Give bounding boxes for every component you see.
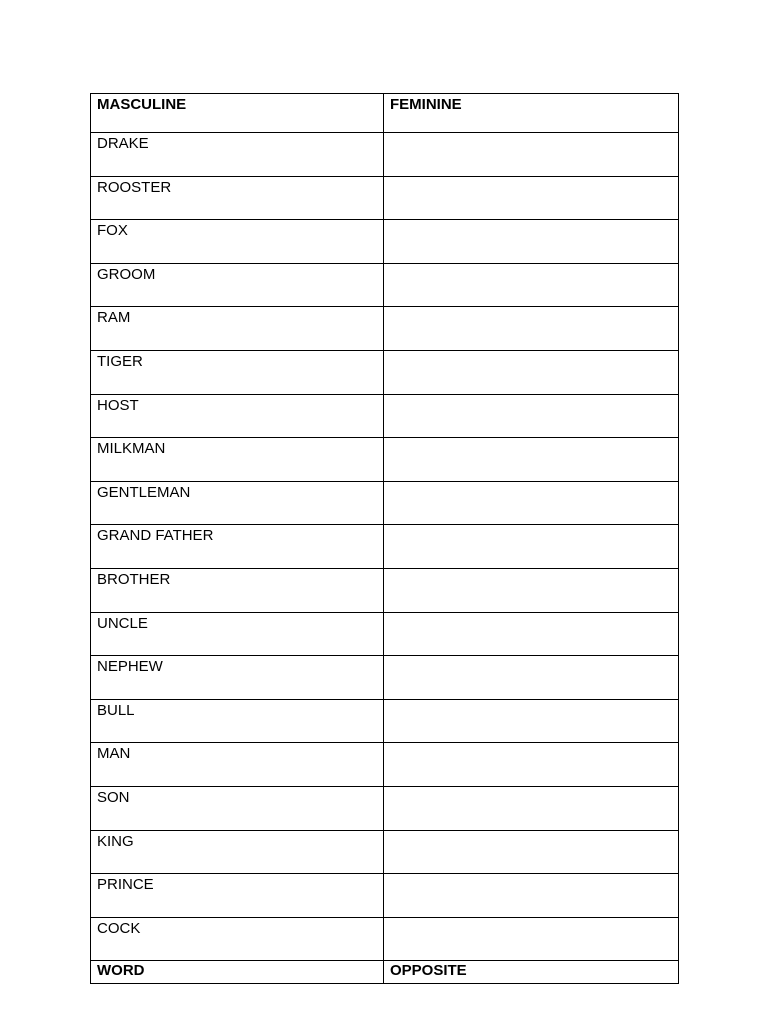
table-row (91, 394, 679, 438)
feminine-answer-cell[interactable] (384, 612, 679, 656)
masculine-cell: DRAKE (91, 133, 384, 177)
table-row (91, 525, 679, 569)
masculine-cell: ROOSTER (91, 176, 384, 220)
masculine-cell: UNCLE (91, 612, 384, 656)
feminine-answer-cell[interactable] (384, 699, 679, 743)
feminine-answer-cell[interactable] (384, 830, 679, 874)
masculine-cell: FOX (91, 220, 384, 264)
feminine-answer-cell[interactable] (384, 307, 679, 351)
table-row (91, 350, 679, 394)
header-row (91, 94, 679, 133)
table-row (91, 830, 679, 874)
masculine-cell: SON (91, 786, 384, 830)
footer-word: WORD (91, 961, 384, 984)
table-row (91, 133, 679, 177)
table-row (91, 656, 679, 700)
masculine-cell: TIGER (91, 350, 384, 394)
masculine-cell: GROOM (91, 263, 384, 307)
feminine-answer-cell[interactable] (384, 568, 679, 612)
table-body (91, 94, 679, 984)
table-row (91, 917, 679, 961)
table-row (91, 874, 679, 918)
masculine-cell: PRINCE (91, 874, 384, 918)
footer-opposite: OPPOSITE (384, 961, 679, 984)
table-row (91, 612, 679, 656)
table-row (91, 481, 679, 525)
header-feminine: FEMININE (384, 94, 679, 133)
masculine-cell: NEPHEW (91, 656, 384, 700)
gender-worksheet-table (90, 93, 679, 984)
feminine-answer-cell[interactable] (384, 176, 679, 220)
masculine-cell: RAM (91, 307, 384, 351)
feminine-answer-cell[interactable] (384, 263, 679, 307)
masculine-cell: COCK (91, 917, 384, 961)
feminine-answer-cell[interactable] (384, 656, 679, 700)
masculine-cell: KING (91, 830, 384, 874)
table-row (91, 786, 679, 830)
footer-row (91, 961, 679, 984)
feminine-answer-cell[interactable] (384, 525, 679, 569)
masculine-cell: HOST (91, 394, 384, 438)
table-row (91, 176, 679, 220)
masculine-cell: GENTLEMAN (91, 481, 384, 525)
table-row (91, 220, 679, 264)
masculine-cell: MAN (91, 743, 384, 787)
feminine-answer-cell[interactable] (384, 874, 679, 918)
table-row (91, 307, 679, 351)
table-row (91, 438, 679, 482)
feminine-answer-cell[interactable] (384, 394, 679, 438)
masculine-cell: GRAND FATHER (91, 525, 384, 569)
header-masculine: MASCULINE (91, 94, 384, 133)
table-row (91, 699, 679, 743)
feminine-answer-cell[interactable] (384, 917, 679, 961)
masculine-cell: MILKMAN (91, 438, 384, 482)
table-row (91, 568, 679, 612)
feminine-answer-cell[interactable] (384, 481, 679, 525)
feminine-answer-cell[interactable] (384, 743, 679, 787)
feminine-answer-cell[interactable] (384, 786, 679, 830)
feminine-answer-cell[interactable] (384, 133, 679, 177)
table-row (91, 743, 679, 787)
masculine-cell: BULL (91, 699, 384, 743)
feminine-answer-cell[interactable] (384, 350, 679, 394)
feminine-answer-cell[interactable] (384, 220, 679, 264)
masculine-cell: BROTHER (91, 568, 384, 612)
feminine-answer-cell[interactable] (384, 438, 679, 482)
table-row (91, 263, 679, 307)
